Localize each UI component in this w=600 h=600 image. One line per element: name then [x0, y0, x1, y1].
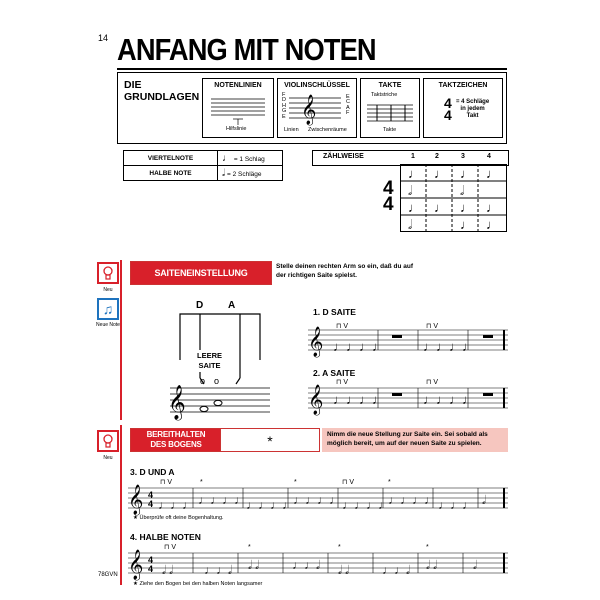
- svg-text:♩♩♩♩: ♩♩♩♩: [423, 392, 475, 407]
- svg-text:♩♩♩♩: ♩♩♩♩: [423, 339, 475, 354]
- svg-text:*: *: [294, 479, 297, 486]
- bars-label: Takte: [383, 127, 397, 133]
- svg-text:4: 4: [148, 499, 154, 509]
- exercise-4-label: 4. HALBE NOTEN: [130, 532, 201, 542]
- quarter-note-value: = 1 Schlag: [233, 155, 265, 163]
- barlines-label: Taktstriche: [371, 92, 398, 98]
- exercise-1-label: 1. D SAITE: [313, 307, 356, 317]
- beat-2: 2: [435, 153, 439, 160]
- open-string-label: LEERE SAITE: [197, 351, 223, 370]
- svg-text:⊓ V: ⊓ V: [342, 479, 355, 486]
- counting-grid: [400, 164, 507, 232]
- svg-text:♩♩♩♩: ♩♩♩♩: [333, 339, 385, 354]
- ledger-line-label: Hilfslinie: [226, 126, 247, 132]
- bow-ready-symbol: *: [220, 428, 320, 452]
- note-value-row: [124, 151, 283, 166]
- string-setting-banner: SAITENEINSTELLUNG: [130, 261, 272, 285]
- svg-text:♩: ♩: [434, 200, 447, 215]
- page-title: ANFANG MIT NOTEN: [117, 32, 376, 67]
- svg-text:𝅗𝅥 𝅗𝅥: 𝅗𝅥 𝅗𝅥: [426, 558, 437, 572]
- svg-text:𝅗𝅥 𝅗𝅥: 𝅗𝅥 𝅗𝅥: [338, 563, 349, 577]
- svg-text:♩: ♩: [486, 166, 499, 181]
- quarter-note-icon: ♩: [222, 152, 232, 164]
- svg-text:𝄞: 𝄞: [128, 484, 144, 514]
- svg-text:♩♩𝅗𝅥: ♩♩𝅗𝅥: [382, 563, 410, 577]
- svg-text:𝅗𝅥: 𝅗𝅥: [473, 558, 477, 572]
- beat-3: 3: [461, 153, 465, 160]
- svg-text:♩♩♩: ♩♩♩: [158, 498, 194, 512]
- treble-clef-icon: 𝄞: [301, 94, 317, 124]
- svg-text:⊓ V: ⊓ V: [426, 323, 439, 330]
- bars-card-title: TAKTE: [378, 82, 402, 89]
- svg-text:𝅗𝅥 𝅗𝅥: 𝅗𝅥 𝅗𝅥: [162, 563, 173, 577]
- svg-text:o: o: [214, 376, 220, 386]
- svg-text:𝅗𝅥: 𝅗𝅥: [460, 183, 465, 198]
- svg-text:♩: ♩: [408, 200, 421, 215]
- clef-lines-label: Linien: [284, 127, 299, 133]
- svg-text:♩♩♩♩: ♩♩♩♩: [342, 498, 390, 512]
- svg-text:*: *: [248, 544, 251, 551]
- a-string-label: A: [228, 300, 236, 311]
- svg-text:⊓ V: ⊓ V: [160, 479, 173, 486]
- svg-text:4: 4: [148, 564, 154, 574]
- svg-text:𝄞: 𝄞: [308, 326, 324, 356]
- lightbulb-icon: [97, 430, 119, 452]
- basics-heading: [124, 79, 199, 103]
- exercise-4-staff: [128, 541, 508, 577]
- svg-text:⊓ V: ⊓ V: [426, 379, 439, 386]
- sidebar-rule-lower: [120, 425, 122, 585]
- time-signature-card-title: TAKTZEICHEN: [438, 82, 488, 89]
- time-signature: 4 4: [444, 95, 452, 123]
- half-note-value: = 2 Schläge: [227, 170, 262, 178]
- svg-text:♩♩𝅗𝅥: ♩♩𝅗𝅥: [204, 563, 232, 577]
- staff-card-title: NOTENLINIEN: [214, 82, 262, 89]
- svg-text:♩♩♩♩: ♩♩♩♩: [388, 493, 436, 507]
- note-values-table: [123, 150, 283, 181]
- quarter-note-name: VIERTELNOTE: [124, 151, 218, 166]
- exercise-1-staff: [308, 320, 508, 354]
- svg-text:4: 4: [148, 555, 154, 565]
- time-signature-desc: = 4 Schläge in jedem Takt: [456, 99, 490, 119]
- svg-text:𝅗𝅥: 𝅗𝅥: [408, 183, 413, 198]
- exercise-3-label: 3. D UND A: [130, 467, 175, 477]
- svg-text:♩♩♩♩: ♩♩♩♩: [333, 392, 385, 407]
- staff-lines-figure: [211, 95, 265, 121]
- half-note-name: HALBE NOTE: [124, 166, 218, 181]
- exercise-2-label: 2. A SAITE: [313, 368, 356, 378]
- svg-text:⊓ V: ⊓ V: [336, 323, 349, 330]
- new-icon-label-2: Neu: [103, 455, 113, 461]
- svg-text:𝄞: 𝄞: [128, 549, 144, 579]
- footer-code: 78GVN: [98, 572, 118, 578]
- svg-text:♩♩♩: ♩♩♩: [438, 498, 474, 512]
- treble-clef-figure: [289, 95, 341, 123]
- exercise-3-staff: [128, 476, 508, 512]
- clef-line-notes: F D H G E: [282, 92, 287, 120]
- clef-space-notes: E C A F: [346, 94, 350, 117]
- svg-text:𝅗𝅥 𝅗𝅥: 𝅗𝅥 𝅗𝅥: [248, 558, 259, 572]
- page-number: 14: [98, 33, 109, 43]
- bow-ready-banner: BEREITHALTEN DES BOGENS: [130, 428, 222, 452]
- svg-text:*: *: [338, 544, 341, 551]
- svg-text:*: *: [200, 479, 203, 486]
- half-note-icon: 𝅗𝅥: [222, 167, 226, 179]
- clef-card: [277, 78, 357, 138]
- lightbulb-icon: [97, 262, 119, 284]
- exercise-4-footnote: ★ Ziehe den Bogen bei den halben Noten langsamer: [133, 581, 263, 587]
- d-string-label: D: [196, 300, 204, 311]
- svg-text:o: o: [200, 376, 206, 386]
- note-value-row: [124, 166, 283, 181]
- staff-card: [202, 78, 274, 138]
- svg-text:⊓ V: ⊓ V: [164, 544, 177, 551]
- svg-text:♩: ♩: [434, 166, 447, 181]
- svg-text:⊓ V: ⊓ V: [336, 379, 349, 386]
- beat-4: 4: [487, 153, 491, 160]
- svg-text:♩♩𝅗𝅥: ♩♩𝅗𝅥: [292, 558, 320, 572]
- svg-text:𝅗𝅥: 𝅗𝅥: [408, 217, 413, 232]
- title-rule: [117, 68, 507, 70]
- bars-figure: [367, 101, 413, 127]
- new-icon-label: Neu: [103, 287, 113, 293]
- sidebar-rule: [120, 260, 122, 420]
- note-icon: ♫: [97, 298, 119, 320]
- svg-text:𝅗𝅥: 𝅗𝅥: [482, 493, 486, 507]
- bars-card: [360, 78, 420, 138]
- counting-time-signature: 4 4: [383, 178, 394, 215]
- svg-text:♩: ♩: [460, 166, 473, 181]
- svg-text:♩: ♩: [460, 217, 473, 232]
- svg-text:*: *: [426, 544, 429, 551]
- svg-text:𝄞: 𝄞: [308, 384, 324, 414]
- exercise-3-footnote: ★ Überprüfe oft deine Bogenhaltung.: [133, 515, 224, 521]
- svg-text:𝄞: 𝄞: [168, 386, 186, 419]
- svg-text:4: 4: [148, 490, 154, 500]
- beat-1: 1: [411, 153, 415, 160]
- svg-text:*: *: [388, 479, 391, 486]
- svg-text:♩♩♩♩: ♩♩♩♩: [198, 493, 246, 507]
- basics-heading-line2: GRUNDLAGEN: [124, 91, 200, 103]
- svg-text:♩: ♩: [486, 200, 499, 215]
- basics-heading-line1: DIE: [124, 79, 142, 91]
- new-note-icon-label: Neue Note: [96, 322, 120, 328]
- exercise-2-staff: [308, 378, 508, 412]
- svg-text:♩: ♩: [486, 217, 499, 232]
- clef-card-title: VIOLINSCHLÜSSEL: [284, 82, 350, 89]
- bow-ready-text: Nimm die neue Stellung zur Saite ein. Sei sobald als möglich bereit, um auf der neuen Saite zu spielen.: [322, 428, 508, 452]
- clef-spaces-label: Zwischenräume: [308, 127, 347, 133]
- time-signature-card: [423, 78, 503, 138]
- string-setting-text: Stelle deinen rechten Arm so ein, daß du auf der richtigen Saite spielst.: [276, 263, 414, 279]
- svg-text:♩♩♩♩: ♩♩♩♩: [293, 493, 341, 507]
- svg-text:♩: ♩: [460, 200, 473, 215]
- counting-label: ZÄHLWEISE: [323, 153, 364, 160]
- svg-text:♩♩♩♩: ♩♩♩♩: [246, 498, 294, 512]
- svg-text:♩: ♩: [408, 166, 421, 181]
